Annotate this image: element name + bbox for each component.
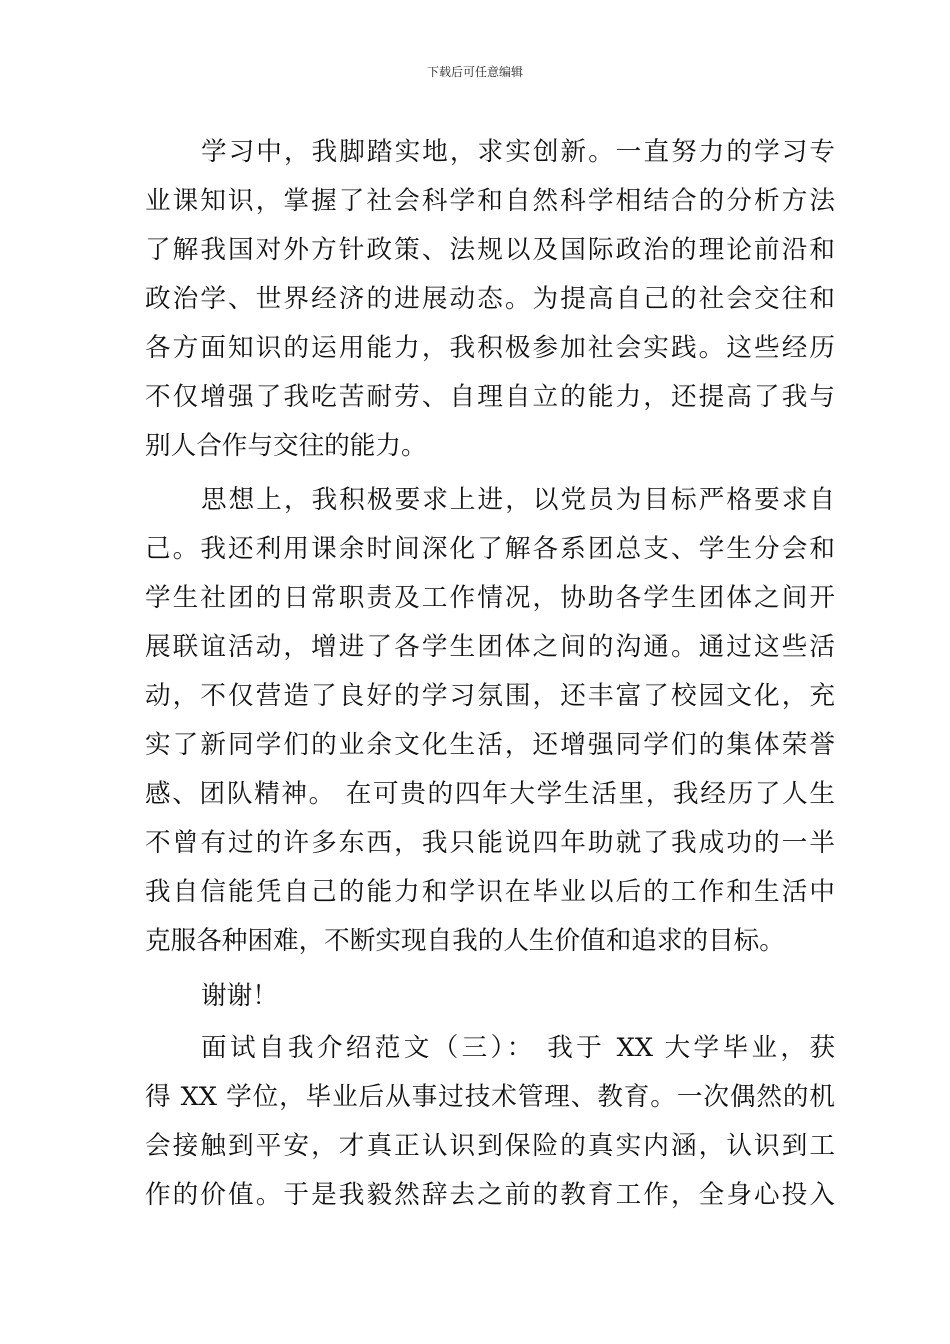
paragraph-line: 别人合作与交往的能力。: [145, 431, 427, 461]
paragraph-line: 己。我还利用课余时间深化了解各系团总支、学生分会和: [145, 534, 835, 564]
paragraph-line: 克服各种困难，不断实现自我的人生价值和追求的目标。: [145, 926, 785, 956]
paragraph-line: 思想上，我积极要求上进，以党员为目标严格要求自: [201, 485, 835, 515]
paragraph-line: 实了新同学们的业余文化生活，还增强同学们的集体荣誉: [145, 730, 835, 760]
paragraph-line: 业课知识，掌握了社会科学和自然科学相结合的分析方法: [145, 186, 835, 216]
paragraph-line: 学生社团的日常职责及工作情况，协助各学生团体之间开: [145, 583, 835, 613]
paragraph-line: 政治学、世界经济的进展动态。为提高自己的社会交往和: [145, 284, 835, 314]
section-heading-line: 面试自我介绍范文（三）： 我于 XX 大学毕业，获: [201, 1033, 835, 1063]
paragraph-line: 得 XX 学位，毕业后从事过技术管理、教育。一次偶然的机: [145, 1082, 835, 1112]
thanks-line: 谢谢！: [201, 981, 278, 1011]
paragraph-line: 动，不仅营造了良好的学习氛围，还丰富了校园文化，充: [145, 681, 835, 711]
paragraph-line: 作的价值。于是我毅然辞去之前的教育工作，全身心投入: [145, 1180, 835, 1210]
paragraph-line: 我自信能凭自己的能力和学识在毕业以后的工作和生活中: [145, 877, 835, 907]
paragraph-line: 会接触到平安，才真正认识到保险的真实内涵，认识到工: [145, 1131, 835, 1161]
paragraph-line: 不曾有过的许多东西，我只能说四年助就了我成功的一半: [145, 828, 835, 858]
paragraph-line: 了解我国对外方针政策、法规以及国际政治的理论前沿和: [145, 235, 835, 265]
paragraph-line: 各方面知识的运用能力，我积极参加社会实践。这些经历: [145, 333, 835, 363]
page-header-note: 下载后可任意编辑: [426, 65, 523, 79]
paragraph-line: 学习中，我脚踏实地，求实创新。一直努力的学习专: [201, 137, 835, 167]
paragraph-line: 感、团队精神。 在可贵的四年大学生活里，我经历了人生: [145, 779, 835, 809]
paragraph-line: 不仅增强了我吃苦耐劳、自理自立的能力，还提高了我与: [145, 382, 835, 412]
paragraph-line: 展联谊活动，增进了各学生团体之间的沟通。通过这些活: [145, 632, 835, 662]
